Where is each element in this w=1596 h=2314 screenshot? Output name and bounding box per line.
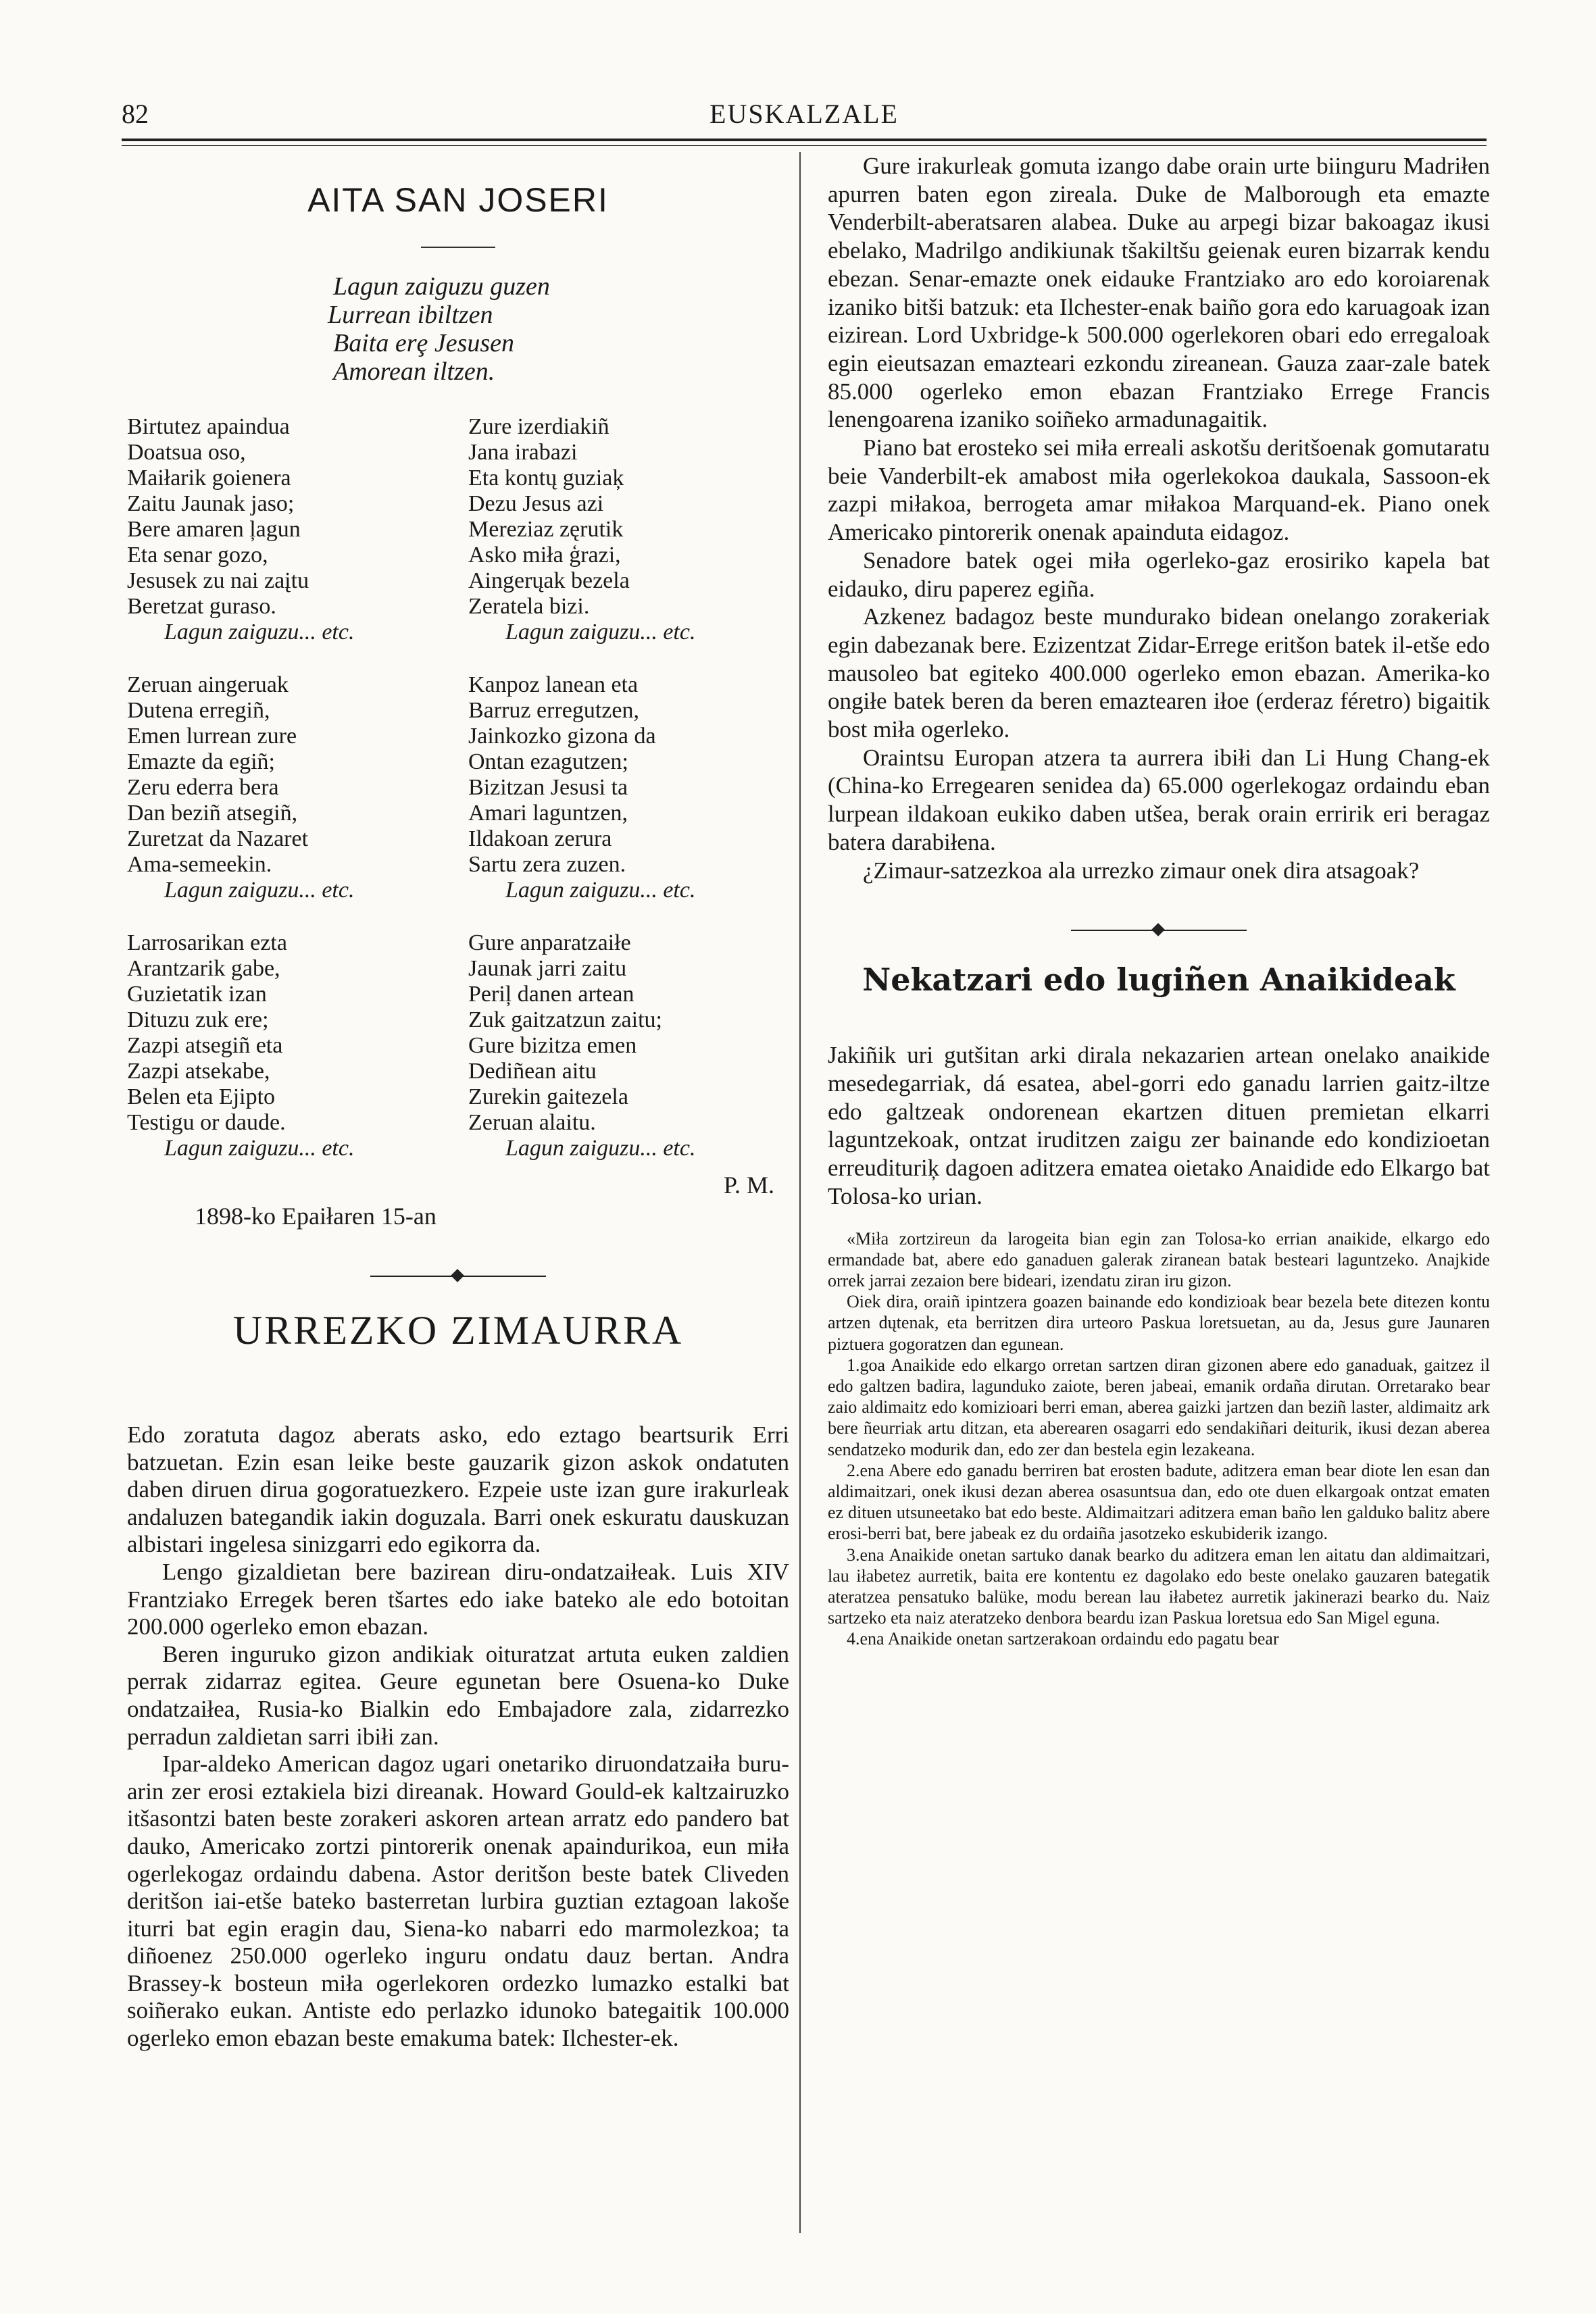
stanza-line: Zuretzat da Nazaret [127,826,309,851]
title-rule [421,247,495,248]
poem-signature: P. M. [723,1172,774,1199]
rule-paragraph: 2.ena Abere edo ganadu berriren bat erosten badute, aditzera eman bear diote len esan dan aldimaitzari, onek ikusi dezan aberea osasuntsua dan, edo ote duen elkargoak ontzat ematen ez dituen utsuneetako bat edo beste. Aldimaitzari aditzera eman baño len galduko balitz abere erosi-berri bat, bere jabeak ez du ordaiña jasotzeko eskubiderik izango. [828,1460,1490,1544]
article-title: Nekatzari edo lugiñen Anaikideak [862,961,1455,999]
stanza-line: Zeru ederra bera [127,775,279,800]
stanza-line: Belen eta Ejipto [127,1084,276,1109]
article-continuation [828,152,1490,884]
stanza-line: Beretzat guraso. [127,594,276,619]
article-rules [828,1228,1490,1650]
page-number: 82 [122,99,149,129]
rule-paragraph: 4.ena Anaikide onetan sartzerakoan ordaindu edo pagatu bear [847,1629,1279,1649]
rule-paragraph: 3.ena Anaikide onetan sartuko danak bearko du aditzera eman len aitatu dan aldimaitzari, lau iłabetez aurretik, baita ere kontentu ez dagolako edo beste onelako gauzaren bategatik ateratzea pensatuko balüke, modu berean lau iłabetez aurretik jakinerazi bearko du. Naiz sartzeko eta naiz ateratzeko denbora beardu izan Paskua loretsua edo San Migel eguna. [828,1544,1490,1628]
stanza-line: Zazpi atsekabe, [127,1059,270,1084]
poem-stanza [127,672,441,903]
stanza-line: Doatsua oso, [127,440,246,465]
stanza-line: Kanpoz lanean eta [468,672,639,697]
rule-paragraph: Oiek dira, oraiñ ipintzera goazen bainande edo kondizioak bear bezela bete ditezen kontu artzen dųtenak, eta berritzen dira urteoro Paskua loretsuetan, au da, Jesus gure Jaunaren piztuera gogoratzen dan egunean. [828,1292,1490,1354]
stanza-line: Jaunak jarri zaitu [468,956,627,981]
article-paragraph: Ipar-aldeko American dagoz ugari onetariko diruondatzaiła buru-arin zer erosi eztakiela bizi direanak. Howard Gould-ek kaltzairuzko itšasontzi baten beste zorakeri askoren artean arratz edo pandero bat dauko, Americako zortzi pintorerik onenak apaindurikoa, eun miła ogerlekogaz ordaindu dabena. Astor deritšon beste batek Cliveden deritšon iai-etše bateko basterretan lurbira guztian eztagoan lakoše iturri bat egin eragin dau, Siena-ko nabarri edo marmolezkoa; ta diñoenez 250.000 ogerleko inguru ondatu dauz bertan. Andra Brassey-k bosteun miła ogerlekoren ordezko lumazko estalki bat soiñerako eukan. Antiste edo perlazko idunoko bategaitik 100.000 ogerleko emon ebazan beste emakuma batek: Ilchester-ek. [127,1751,789,2052]
right-column [828,152,1490,1650]
stanza-line: Guzietatik izan [127,982,267,1007]
article-paragraph: Senadore batek ogei miła ogerleko-gaz erosiriko kapela bat eidauko, diru paperez egiña. [828,547,1490,602]
stanza-line: Larrosarikan ezta [127,930,287,955]
stanza-line: Dan beziñ atsegiñ, [127,801,298,826]
article-title: URREZKO ZIMAURRA [232,1308,684,1353]
article-paragraph: Edo zoratuta dagoz aberats asko, edo eztago beartsurik Erri batzuetan. Ezin esan leike beste gauzarik gizon askok ondatuten daben diruen dirua gogoratuezkero. Ezpeie uste izan gure irakurleak andaluzen bategandik iakin doguzala. Barri onek eskuratu dauskuzan albistari ingelesa sinizgarri edo egikorra da. [127,1422,789,1558]
stanza-line: Dutena erregiñ, [127,698,270,723]
poem-stanza [127,414,441,645]
running-header [122,98,1487,139]
poem-stanza [127,930,441,1161]
article-paragraph: Oraintsu Europan atzera ta aurrera ibiłi dan Li Hung Chang-ek (China-ko Erregearen senidea da) 65.000 ogerlekogaz ordaindu eban lurpean ildakoan eukiko daben utšea, berak orain erririk eri beragaz batera darabiłena. [828,744,1490,855]
stanza-line: Testigu or daude. [127,1110,286,1135]
stanza-line: Dediñean aitu [468,1059,597,1084]
poem-stanza [468,414,782,645]
stanza-line: Sartu zera zuzen. [468,852,626,877]
rule-paragraph: 1.goa Anaikide edo elkargo orretan sartzen diran gizonen abere edo ganaduak, gaitzez il edo galtzen badira, lagunduko zaiote, beren jabeai, emanik ordaña dirutan. Orretarako bear zaio aldimaitz edo komizioari berri eman, aberea gaizki jartzen dan beziñ laster, aldimaitz ark bere ñeurriak artu ditzan, eta aberearen osagarri edo sendakiñari deiturik, ikusi dezan aberea sendatzeko modurik dan, edo zer dan bestela egin lezakeana. [828,1355,1490,1459]
stanza-line: Periļ danen artean [468,982,634,1007]
stanza-line: Bizitzan Jesusi ta [468,775,628,800]
stanza-line: Arantzarik gabe, [127,956,280,981]
stanza-line: Maiłarik goienera [127,466,291,491]
article-intro: Jakiñik uri gutšitan arki dirala nekazarien artean onelako anaikide mesedegarriak, dá esatea, abel-gorri edo ganadu larrien gaitz-iltze edo galtzeak ondorenean ekartzen dituen premietan elkarri laguntzekoak, ontzat iruditzen zaigu zer bainande edo kondizioetan erreudituriķ dagoen aditzera ematea oietako Anaidide edo Elkargo bat Tolosa-ko urian. [828,1042,1490,1209]
stanza-refrain: Lagun zaiguzu... etc. [505,620,696,645]
stanza-line: Ama-semeekin. [127,852,272,877]
stanza-line: Emazte da egiñ; [127,749,276,774]
stanza-line: Gure anparatzaiłe [468,930,631,955]
running-title: EUSKALZALE [709,99,899,129]
stanza-line: Dituzu zuk ere; [127,1007,269,1032]
poem-stanza [468,930,782,1161]
poem-stanza [468,672,782,903]
article-paragraph: Gure irakurleak gomuta izango dabe orain urte biinguru Madriłen apurren baten egon zireala. Duke de Malborough eta emazte Venderbilt-aberatsaren alabea. Duke au arpegi bizar bakoagaz ikusi ebelako, Madrilgo andikiunak tšakiltšu geienak euren bizarrak kendu ebezan. Senar-emazte onek eidauke Frantziako aro edo koroiarenak izaniko bitši batzuk: eta Ilchester-enak baiño gora edo karuagoak izan eizirean. Lord Uxbridge-k 500.000 ogerlekoren obari edo erregaloak egin eieutsazan emazteari ezkondu zireanean. Gauza zaar-zale batek 85.000 ogerleko emon ebazan Frantziako Errege Francis lenengoarena izaniko soiñeko armadunagaitik. [828,153,1490,433]
stanza-line: Zeruan alaitu. [468,1110,596,1135]
stanza-line: Ontan ezagutzen; [468,749,628,774]
stanza-line: Dezu Jesus azi [468,491,604,516]
stanza-line: Gure bizitza emen [468,1033,637,1058]
section-ornament [1071,924,1247,937]
left-column [127,152,789,2053]
stanza-line: Birtutez apaindua [127,414,290,439]
stanza-line: Jesusek zu nai zaįtu [127,568,309,593]
stanza-line: Zurekin gaitezela [468,1084,628,1109]
refrain-line: Lagun zaiguzu guzen [333,272,550,301]
column-divider [799,152,801,2233]
stanza-line: Zeratela bizi. [468,594,590,619]
stanza-line: Zazpi atsegiñ eta [127,1033,283,1058]
refrain-line: Amorean iltzen. [333,357,495,386]
stanza-line: Eta kontų guziaķ [468,466,624,491]
article-paragraph: Azkenez badagoz beste mundurako bidean onelango zorakeriak egin dabezanak bere. Ezizentzat Zidar-Errege eritšon batek il-etše edo mausoleo bat egiteko 400.000 ogerleko emon ebazan. Amerika-ko ongiłe batek beren da beren emaztearen iłoe (erderaz féretro) bigaitik bost miła ogerleko. [828,603,1490,743]
stanza-refrain: Lagun zaiguzu... etc. [505,1136,696,1161]
stanza-line: Bere amaren ļagun [127,517,301,542]
section-ornament [370,1269,546,1283]
stanza-refrain: Lagun zaiguzu... etc. [505,878,696,903]
stanza-line: Jana irabazi [468,440,578,465]
stanza-line: Ildakoan zerura [468,826,612,851]
stanza-line: Jainkozko gizona da [468,724,656,749]
stanza-line: Asko miła ģrazi, [468,543,621,568]
header-rule [122,139,1487,146]
poem-date: 1898-ko Epaiłaren 15-an [195,1203,437,1230]
stanza-line: Aingerųak bezela [468,568,630,593]
poem-stanzas [127,414,789,1161]
stanza-line: Emen lurrean zure [127,724,297,749]
stanza-refrain: Lagun zaiguzu... etc. [164,878,355,903]
stanza-line: Eta senar gozo, [127,543,268,568]
stanza-line: Zuk gaitzatzun zaitu; [468,1007,662,1032]
article-body [127,1422,789,2053]
article-paragraph: Lengo gizaldietan bere bazirean diru-ondatzaiłeak. Luis XIV Frantziako Erregek beren tšartes edo iake bateko ale edo botoitan 200.000 ogerleko emon ebazan. [127,1558,789,1640]
article-paragraph: ¿Zimaur-satzezkoa ala urrezko zimaur onek dira atsagoak? [863,857,1420,884]
refrain-line: Lurrean ibiltzen [328,301,493,329]
article-paragraph: Piano bat erosteko sei miła erreali askotšu deritšoenak gomutaratu beie Vanderbilt-ek amabost miła ogerlekokoa daukala, Sassoon-ek zazpi miłakoa, berrogeta amar miłakoa Marquand-ek. Piano onek Americako pintorerik onenak apainduta eidagoz. [828,434,1490,546]
stanza-line: Zure izerdiakiñ [468,414,609,439]
article-paragraph: Beren inguruko gizon andikiak oituratzat artuta euken zaldien perrak zidarraz egitea. Geure egunetan bere Osuena-ko Duke ondatzaiłea, Rusia-ko Bialkin edo Embajadore zala, zidarrezko perradun zaldietan sarri ibiłi zan. [127,1640,789,1750]
stanza-refrain: Lagun zaiguzu... etc. [164,620,355,645]
stanza-refrain: Lagun zaiguzu... etc. [164,1136,355,1161]
stanza-line: Zeruan aingeruak [127,672,289,697]
stanza-line: Barruz erregutzen, [468,698,639,723]
stanza-line: Amari laguntzen, [468,801,628,826]
refrain-line: Baita erȩ Jesusen [333,329,515,357]
stanza-line: Mereziaz zęrutik [468,517,624,542]
rule-paragraph: «Miła zortzireun da larogeita bian egin zan Tolosa-ko errian anaikide, elkargo edo ermandade bat, abere edo ganaduen galerak ziranean batak besteari laguntzeko. Anajkide orrek jarrai zezaion bere bideari, izendatu ziran iru gizon. [828,1228,1490,1290]
poem-title: AITA SAN JOSERI [307,181,609,219]
stanza-line: Zaitu Jaunak jaso; [127,491,295,516]
poem-refrain [328,272,789,386]
